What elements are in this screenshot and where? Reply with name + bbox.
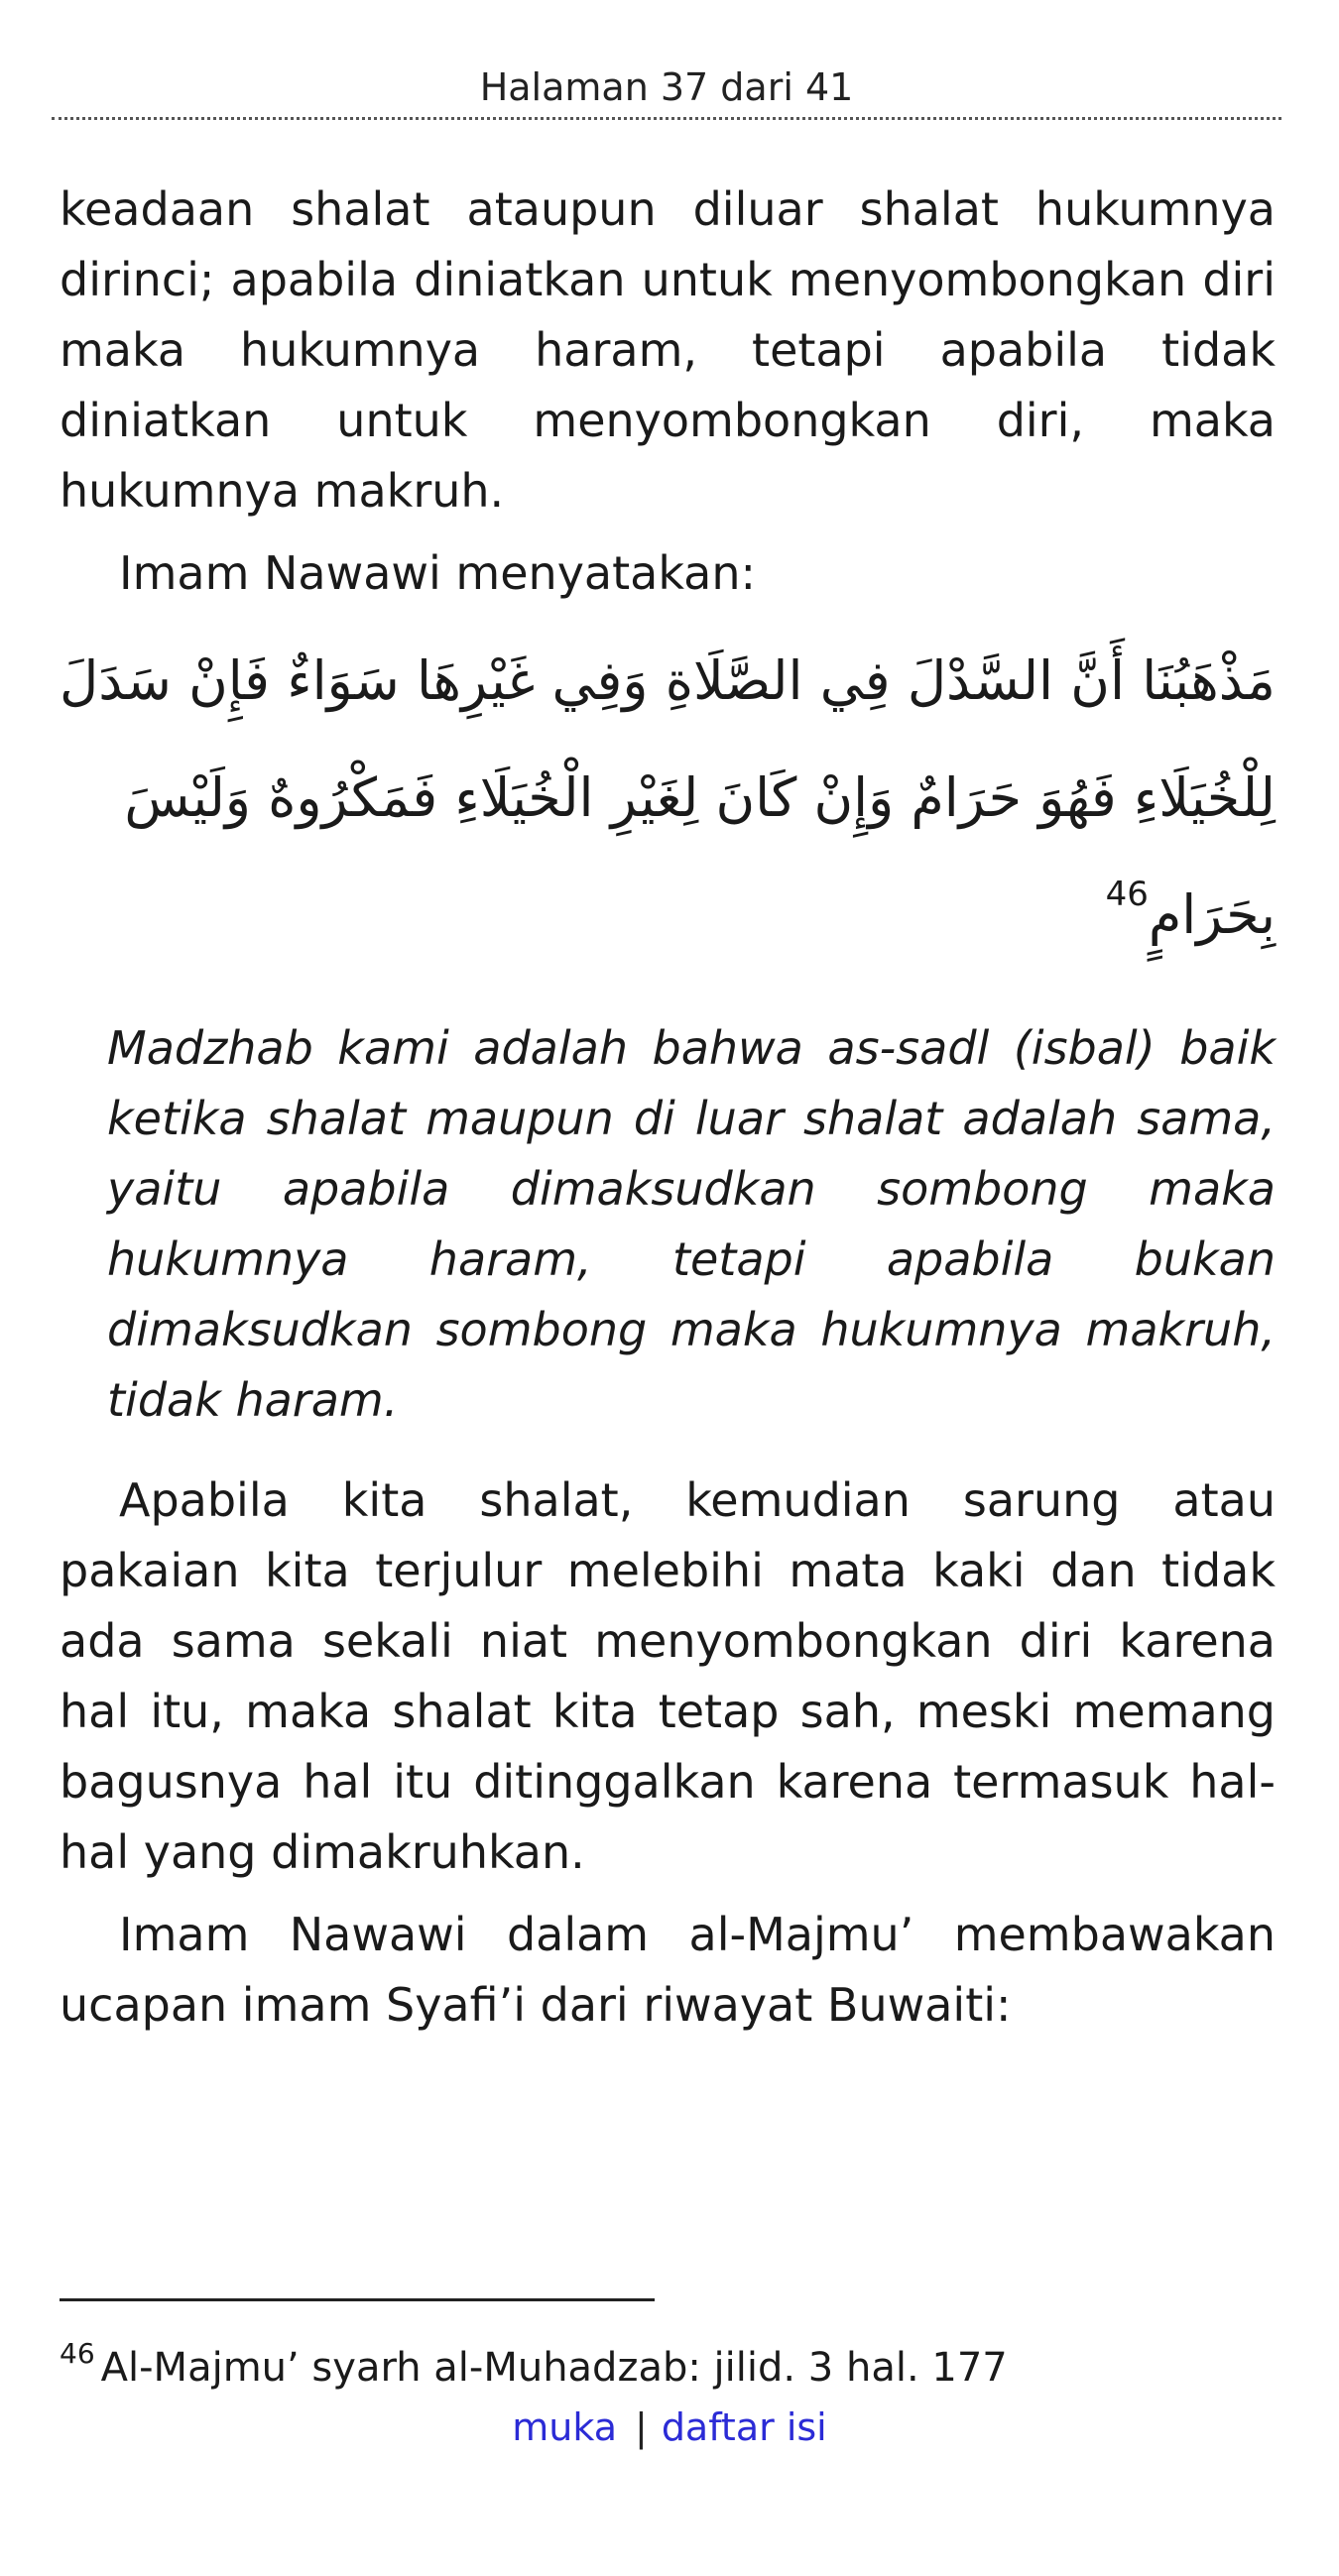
footnote	[60, 2337, 1008, 2396]
paragraph-2: Imam Nawawi menyatakan:	[119, 546, 757, 600]
footnote-text: Al-Majmu’ syarh al-Muhadzab: jilid. 3 hal. 177	[100, 2345, 1008, 2391]
arabic-quote-text: مَذْهَبُنَا أَنَّ السَّدْلَ فِي الصَّلَاةِ وَفِي غَيْرِهَا سَوَاءٌ فَإِنْ سَدَلَ لِلْخُيَلَاءِ فَهُوَ حَرَامٌ وَإِنْ كَانَ لِغَيْرِ الْخُيَلَاءِ فَمَكْرُوهٌ وَلَيْسَ	[60, 649, 1276, 829]
page-content	[60, 175, 1276, 2041]
translation-block: Madzhab kami adalah bahwa as-sadl (isbal) baik ketika shalat maupun di luar shalat adalah sama, yaitu apabila dimaksudkan sombong maka hukumnya haram, tetapi apabila bukan dimaksudkan sombong maka hukumnya makruh, tidak haram.	[107, 1021, 1276, 1427]
home-link[interactable]: muka	[512, 2405, 617, 2449]
table-of-contents-link[interactable]: daftar isi	[661, 2405, 827, 2449]
arabic-quote-last-word: بِحَرَامٍ	[1148, 883, 1276, 946]
arabic-quote-last-line	[60, 857, 1276, 974]
footnote-reference[interactable]: 46	[1105, 875, 1149, 914]
nav-separator: |	[635, 2405, 648, 2449]
page-indicator: Halaman 37 dari 41	[52, 59, 1281, 120]
paragraph-1: keadaan shalat ataupun diluar shalat hukumnya dirinci; apabila diniatkan untuk menyombongkan diri maka hukumnya haram, tetapi apabila tidak diniatkan untuk menyombongkan diri, maka hukumnya makruh.	[60, 182, 1276, 518]
paragraph-3: Apabila kita shalat, kemudian sarung atau pakaian kita terjulur melebihi mata kaki dan tidak ada sama sekali niat menyombongkan diri karena hal itu, maka shalat kita tetap sah, meski memang bagusnya hal itu ditinggalkan karena termasuk hal-hal yang dimakruhkan.	[60, 1473, 1276, 1879]
footnote-number: 46	[60, 2337, 95, 2370]
arabic-quote	[60, 623, 1276, 974]
page-navigation	[0, 2400, 1339, 2455]
paragraph-4: Imam Nawawi dalam al-Majmu’ membawakan ucapan imam Syafi’i dari riwayat Buwaiti:	[60, 1908, 1276, 2032]
footnote-divider	[60, 2298, 655, 2301]
